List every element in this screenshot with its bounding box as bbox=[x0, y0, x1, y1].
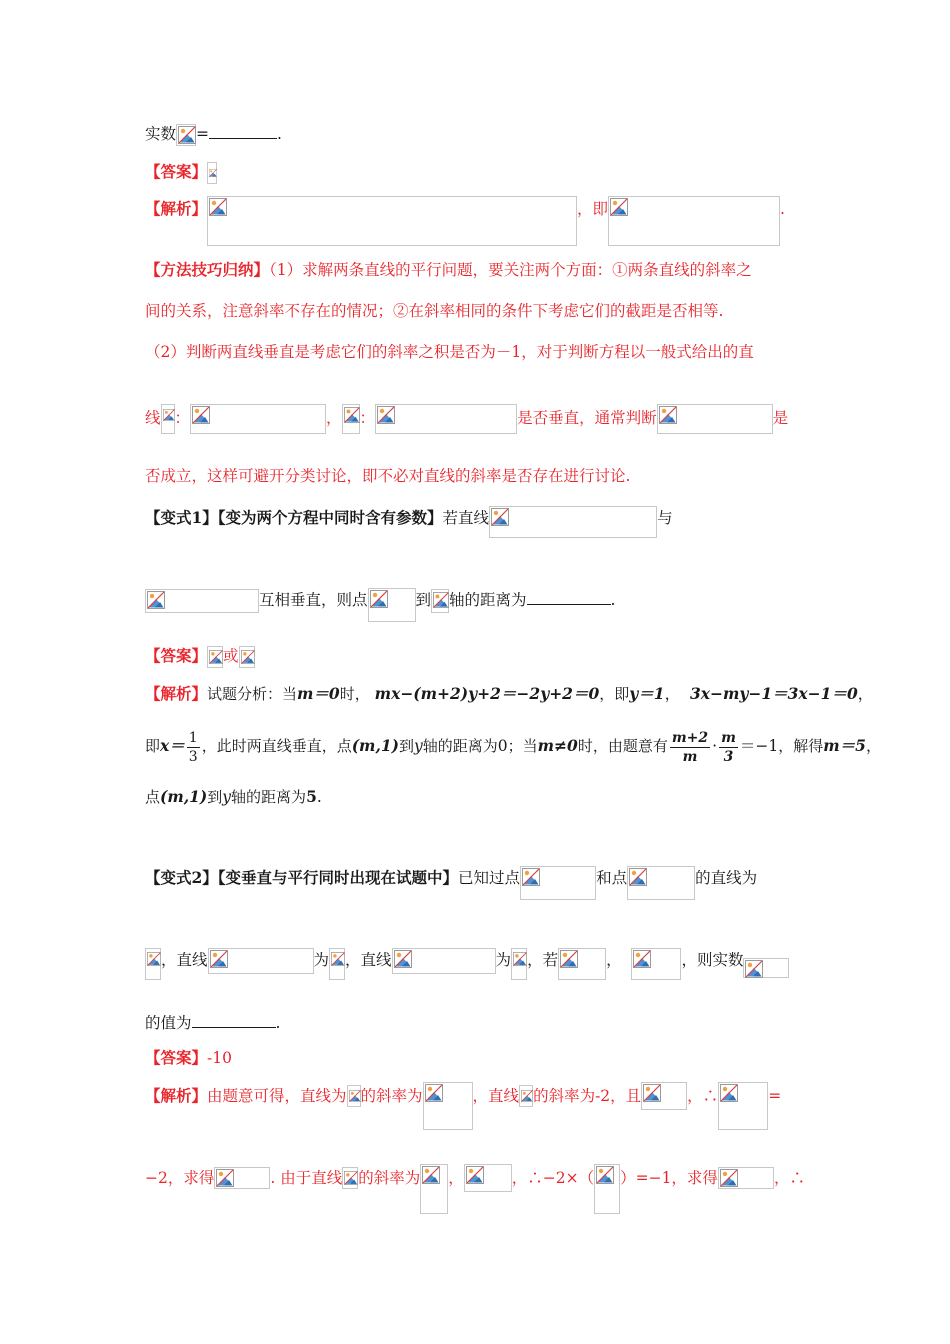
image-placeholder-icon bbox=[207, 162, 217, 184]
image-placeholder-icon bbox=[464, 1164, 512, 1192]
text: ， bbox=[865, 737, 882, 755]
denominator: 3 bbox=[188, 748, 198, 765]
text: ，则实数 bbox=[681, 951, 744, 969]
image-placeholder-icon bbox=[207, 196, 577, 246]
math: y＝1 bbox=[629, 684, 665, 703]
text: 为 bbox=[313, 951, 330, 969]
text: ，∴ bbox=[773, 1169, 805, 1187]
text: 的斜率为 bbox=[358, 1169, 421, 1187]
variant-1-line-2 bbox=[145, 588, 615, 622]
image-placeholder-icon bbox=[423, 1082, 473, 1130]
image-placeholder-icon bbox=[489, 506, 657, 538]
analysis-label: 【解析】 bbox=[145, 1086, 208, 1105]
image-placeholder-icon bbox=[511, 948, 527, 980]
text: 的值为 bbox=[145, 1014, 192, 1032]
image-placeholder-icon bbox=[627, 866, 695, 900]
variant-2-line-2 bbox=[145, 948, 789, 980]
math: ＝−1 bbox=[739, 737, 779, 755]
text: ，即 bbox=[577, 200, 609, 218]
text: 到 bbox=[415, 591, 432, 609]
numerator: 1 bbox=[188, 729, 198, 746]
analysis-1 bbox=[145, 196, 785, 246]
analysis-3-line-1 bbox=[145, 1082, 781, 1130]
text: 的斜率为 bbox=[360, 1087, 423, 1105]
image-placeholder-icon bbox=[657, 404, 773, 434]
image-placeholder-icon bbox=[161, 404, 175, 434]
numerator: m bbox=[721, 729, 736, 746]
image-placeholder-icon bbox=[190, 404, 326, 434]
text: 时，由题意有 bbox=[577, 737, 668, 755]
text: 已知过点 bbox=[458, 869, 521, 887]
text: 实数 bbox=[145, 125, 177, 143]
math: · bbox=[712, 737, 718, 755]
answer-blank bbox=[527, 590, 611, 605]
text: （1）求解两条直线的平行问题，要关注两个方面：①两条直线的斜率之 bbox=[269, 261, 752, 279]
text: 点 bbox=[145, 788, 161, 806]
text: ，即 bbox=[599, 685, 630, 703]
text: ，直线 bbox=[345, 951, 392, 969]
numerator: m+2 bbox=[671, 729, 709, 746]
text: ，直线 bbox=[472, 1087, 520, 1105]
analysis-2-line-2 bbox=[145, 728, 881, 766]
text: 否成立，这样可避开分类讨论，即不必对直线的斜率是否存在进行讨论. bbox=[145, 467, 631, 485]
fraction bbox=[719, 729, 738, 766]
text: 是 bbox=[772, 409, 789, 427]
text: ，此时两直线垂直，点 bbox=[201, 737, 352, 755]
text: ， bbox=[664, 685, 681, 703]
math: 5 bbox=[306, 787, 317, 806]
image-placeholder-icon bbox=[431, 589, 449, 613]
analysis-label: 【解析】 bbox=[145, 199, 208, 218]
text: ， bbox=[857, 685, 874, 703]
denominator: m bbox=[682, 748, 698, 765]
text: 为 bbox=[495, 951, 512, 969]
text: ， bbox=[448, 1169, 464, 1187]
image-placeholder-icon bbox=[342, 1167, 358, 1189]
text: 到 bbox=[398, 737, 414, 755]
variant-2-line-1 bbox=[145, 866, 757, 900]
text: = bbox=[768, 1087, 782, 1105]
answer-value: -10 bbox=[207, 1049, 232, 1067]
text: 到 bbox=[207, 788, 223, 806]
text: . 由于直线 bbox=[270, 1169, 343, 1187]
analysis-label: 【解析】 bbox=[145, 684, 208, 703]
image-placeholder-icon bbox=[329, 948, 345, 980]
text: ： bbox=[359, 409, 376, 427]
text: ，直线 bbox=[161, 951, 208, 969]
variant-2-line-3 bbox=[145, 1011, 280, 1035]
variant-1-line-1 bbox=[145, 506, 673, 538]
image-placeholder-icon bbox=[608, 196, 780, 246]
math: (m,1) bbox=[160, 787, 208, 806]
fraction bbox=[670, 729, 710, 766]
answer-2 bbox=[145, 644, 255, 668]
text: ， bbox=[606, 951, 622, 969]
text: 即 bbox=[145, 737, 161, 755]
text: ，解得 bbox=[778, 737, 824, 755]
image-placeholder-icon bbox=[558, 948, 606, 980]
image-placeholder-icon bbox=[368, 588, 416, 622]
image-placeholder-icon bbox=[145, 948, 161, 980]
text: 轴的距离为 bbox=[422, 737, 498, 755]
answer-3 bbox=[145, 1046, 232, 1070]
method-line-3 bbox=[145, 340, 754, 364]
text: . bbox=[275, 1014, 281, 1032]
text: 与 bbox=[657, 509, 673, 527]
answer-label: 【答案】 bbox=[145, 1048, 208, 1067]
text: . bbox=[277, 125, 282, 143]
text: 是否垂直，通常判断 bbox=[517, 409, 657, 427]
image-placeholder-icon bbox=[718, 1167, 774, 1189]
math: y bbox=[222, 788, 232, 806]
text: 的斜率为-2，且 bbox=[533, 1087, 642, 1105]
text: 和点 bbox=[596, 869, 628, 887]
text: 互相垂直，则点 bbox=[259, 591, 368, 609]
text: −2，求得 bbox=[145, 1169, 215, 1187]
method-line-4 bbox=[145, 404, 788, 434]
text: 间的关系，注意斜率不存在的情况；②在斜率相同的条件下考虑它们的截距是否相等. bbox=[145, 302, 724, 320]
text: 试题分析：当 bbox=[207, 685, 298, 703]
math: y bbox=[413, 737, 423, 755]
math: x＝ bbox=[160, 736, 185, 755]
method-line-1 bbox=[145, 258, 752, 282]
image-placeholder-icon bbox=[519, 1085, 533, 1107]
image-placeholder-icon bbox=[347, 1085, 361, 1107]
method-line-2 bbox=[145, 299, 723, 323]
text: 轴的距离为 bbox=[449, 591, 527, 609]
text: 时， bbox=[339, 685, 370, 703]
text: ， bbox=[326, 409, 342, 427]
image-placeholder-icon bbox=[641, 1082, 687, 1110]
image-placeholder-icon bbox=[718, 1082, 768, 1130]
answer-blank bbox=[192, 1013, 276, 1028]
fraction bbox=[187, 729, 200, 766]
answer-label: 【答案】 bbox=[145, 646, 208, 665]
text: （2）判断两直线垂直是考虑它们的斜率之积是否为－1，对于判断方程以一般式给出的直 bbox=[145, 343, 754, 361]
text: ；当 bbox=[507, 737, 538, 755]
denominator: 3 bbox=[723, 748, 734, 765]
text: ，∴ bbox=[687, 1087, 719, 1105]
analysis-2-line-1 bbox=[145, 682, 873, 706]
math: 0 bbox=[497, 737, 508, 755]
answer-1 bbox=[145, 160, 217, 184]
answer-blank bbox=[209, 124, 277, 139]
math: 3x−my−1＝3x−1＝0 bbox=[689, 684, 858, 703]
image-placeholder-icon bbox=[176, 124, 196, 146]
image-placeholder-icon bbox=[208, 948, 314, 974]
text: 线 bbox=[145, 409, 161, 427]
image-placeholder-icon bbox=[594, 1164, 620, 1214]
text: ，∴−2×（ bbox=[511, 1169, 595, 1187]
analysis-2-line-3 bbox=[145, 785, 322, 809]
text: 由题意可得，直线为 bbox=[207, 1087, 347, 1105]
variant-label: 【变式2】【变垂直与平行同时出现在试题中】 bbox=[145, 868, 459, 887]
variant-label: 【变式1】【变为两个方程中同时含有参数】 bbox=[145, 508, 443, 527]
text: . bbox=[610, 591, 616, 609]
image-placeholder-icon bbox=[375, 404, 517, 434]
text: 或 bbox=[223, 647, 239, 665]
line-real-number bbox=[145, 122, 282, 146]
image-placeholder-icon bbox=[342, 404, 360, 434]
image-placeholder-icon bbox=[743, 958, 789, 978]
image-placeholder-icon bbox=[392, 948, 496, 974]
text: 轴的距离为 bbox=[231, 788, 307, 806]
method-line-5 bbox=[145, 464, 630, 488]
math: (m,1) bbox=[351, 736, 399, 755]
math: m≠0 bbox=[537, 736, 578, 755]
math: m＝0 bbox=[297, 684, 340, 703]
text: = bbox=[196, 125, 210, 143]
image-placeholder-icon bbox=[420, 1164, 448, 1214]
image-placeholder-icon bbox=[145, 589, 259, 613]
text: ，若 bbox=[527, 951, 559, 969]
image-placeholder-icon bbox=[631, 948, 681, 980]
image-placeholder-icon bbox=[207, 646, 223, 668]
image-placeholder-icon bbox=[214, 1167, 270, 1189]
text: . bbox=[316, 788, 322, 806]
text: ： bbox=[174, 409, 191, 427]
analysis-3-line-2 bbox=[145, 1164, 805, 1214]
math: mx−(m+2)y+2＝−2y+2＝0 bbox=[374, 684, 600, 703]
text: 若直线 bbox=[442, 509, 490, 527]
image-placeholder-icon bbox=[239, 646, 255, 668]
answer-label: 【答案】 bbox=[145, 162, 208, 181]
math: m＝5 bbox=[823, 736, 866, 755]
image-placeholder-icon bbox=[520, 866, 596, 900]
text: 的直线为 bbox=[695, 869, 758, 887]
method-label: 【方法技巧归纳】 bbox=[145, 260, 270, 279]
text: . bbox=[780, 200, 785, 218]
text: ）=−1，求得 bbox=[620, 1169, 718, 1187]
